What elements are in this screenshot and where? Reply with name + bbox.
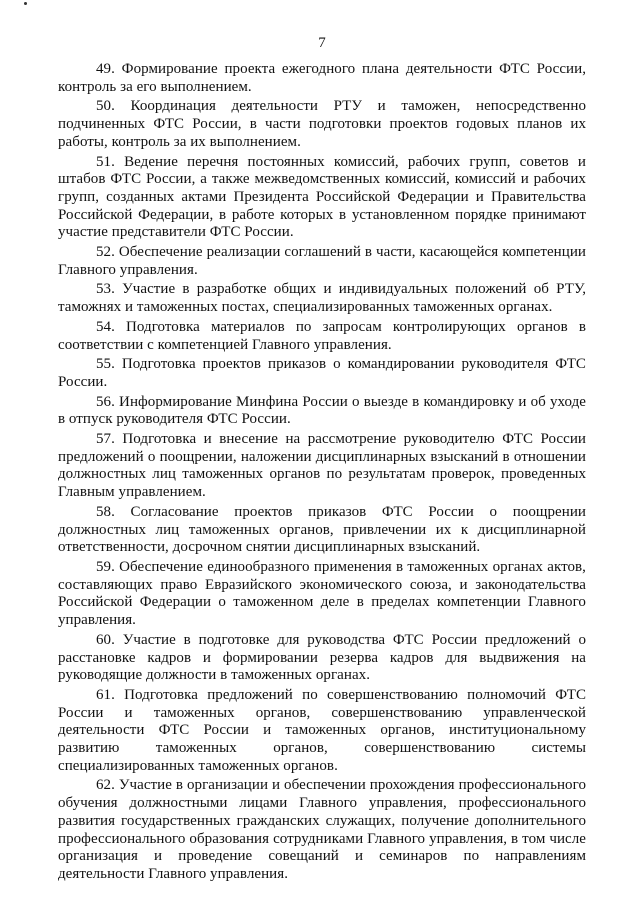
scan-speck xyxy=(24,2,27,5)
paragraph-51: 51. Ведение перечня постоянных комиссий, рабочих групп, советов и штабов ФТС России, а также межведомственных комиссий, комиссий и рабочих групп, созданных актами Президента Российской Федерации и Правительства Российской Федерации, в работе которых в установленном порядке принимают участие представители ФТС России. xyxy=(58,153,586,241)
paragraph-53: 53. Участие в разработке общих и индивидуальных положений об РТУ, таможнях и таможенных постах, специализированных таможенных органах. xyxy=(58,281,586,316)
paragraph-56: 56. Информирование Минфина России о выезде в командировку и об уходе в отпуск руководителя ФТС России. xyxy=(58,393,586,428)
paragraph-49: 49. Формирование проекта ежегодного плана деятельности ФТС России, контроль за его выполнением. xyxy=(58,61,586,95)
paragraph-54: 54. Подготовка материалов по запросам контролирующих органов в соответствии с компетенцией Главного управления. xyxy=(58,318,586,353)
paragraph-50: 50. Координация деятельности РТУ и таможен, непосредственно подчиненных ФТС России, в части подготовки проектов годовых планов их работы, контроль за их выполнением. xyxy=(58,98,586,150)
paragraph-52: 52. Обеспечение реализации соглашений в части, касающейся компетенции Главного управления. xyxy=(58,244,586,278)
paragraph-60: 60. Участие в подготовке для руководства ФТС России предложений о расстановке кадров и формировании резерва кадров для выдвижения на руководящие должности в таможенных органах. xyxy=(58,631,586,684)
paragraph-61: 61. Подготовка предложений по совершенствованию полномочий ФТС России и таможенных органов, совершенствованию управленческой деятельности ФТС России и таможенных органов, институциональному развитию таможенных органов, совершенствованию системы специализированных таможенных органов. xyxy=(58,686,586,774)
paragraph-59: 59. Обеспечение единообразного применения в таможенных органах актов, составляющих право Евразийского экономического союза, и законодательства Российской Федерации о таможенном деле в пределах компетенции Главного управления. xyxy=(58,558,586,629)
paragraph-55: 55. Подготовка проектов приказов о командировании руководителя ФТС России. xyxy=(58,356,586,390)
paragraph-62: 62. Участие в организации и обеспечении прохождения профессионального обучения должностными лицами Главного управления, профессионального развития государственных гражданских служащих, получение дополнительного профессионального образования сотрудниками Главного управления, в том числе организация и проведение совещаний и семинаров по направлениям деятельности Главного управления. xyxy=(58,777,586,882)
page-number: 7 xyxy=(318,35,326,51)
paragraph-57: 57. Подготовка и внесение на рассмотрение руководителю ФТС России предложений о поощрении, наложении дисциплинарных взысканий в отношении должностных лиц таможенных органов по результатам проверок, проведенных Главным управлением. xyxy=(58,431,586,501)
paragraph-58: 58. Согласование проектов приказов ФТС России о поощрении должностных лиц таможенных органов, привлечении их к дисциплинарной ответственности, досрочном снятии дисциплинарных взысканий. xyxy=(58,503,586,556)
